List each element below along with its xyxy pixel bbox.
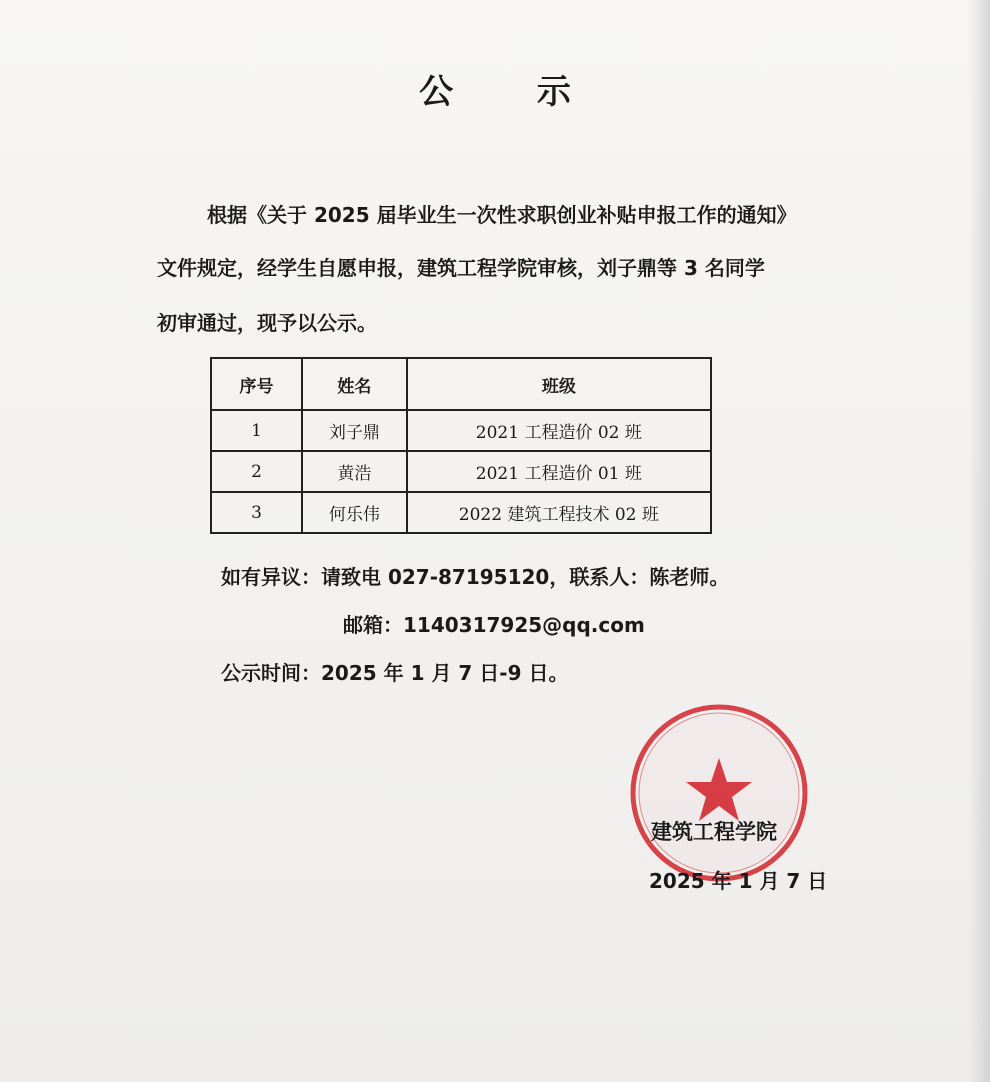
table-row: [211, 451, 711, 492]
header-number: 序号: [211, 358, 302, 410]
cell-class: 2022 建筑工程技术 02 班: [407, 492, 711, 533]
paragraph-line-3: 初审通过，现予以公示。: [157, 311, 377, 335]
table-header-row: [211, 358, 711, 410]
cell-name: 刘子鼎: [302, 410, 407, 451]
paragraph-line-1: 根据《关于 2025 届毕业生一次性求职创业补贴申报工作的通知》: [207, 203, 797, 227]
official-seal-icon: [626, 700, 812, 886]
cell-name: 何乐伟: [302, 492, 407, 533]
scan-edge-shadow: [968, 0, 990, 1082]
cell-number: 1: [211, 410, 302, 451]
cell-name: 黄浩: [302, 451, 407, 492]
paragraph-line-2: 文件规定，经学生自愿申报，建筑工程学院审核，刘子鼎等 3 名同学: [157, 256, 765, 280]
roster-table: [210, 357, 712, 534]
header-class: 班级: [407, 358, 711, 410]
cell-class: 2021 工程造价 01 班: [407, 451, 711, 492]
cell-number: 3: [211, 492, 302, 533]
contact-email: 邮箱：1140317925@qq.com: [343, 613, 645, 637]
table-row: [211, 492, 711, 533]
signature-date: 2025 年 1 月 7 日: [649, 869, 828, 893]
header-name: 姓名: [302, 358, 407, 410]
cell-class: 2021 工程造价 02 班: [407, 410, 711, 451]
objection-contact: 如有异议：请致电 027-87195120，联系人：陈老师。: [221, 565, 730, 589]
document-title: 公 示: [419, 72, 607, 112]
signature-unit: 建筑工程学院: [651, 820, 777, 844]
cell-number: 2: [211, 451, 302, 492]
publicity-period: 公示时间：2025 年 1 月 7 日-9 日。: [221, 661, 569, 685]
table-row: [211, 410, 711, 451]
